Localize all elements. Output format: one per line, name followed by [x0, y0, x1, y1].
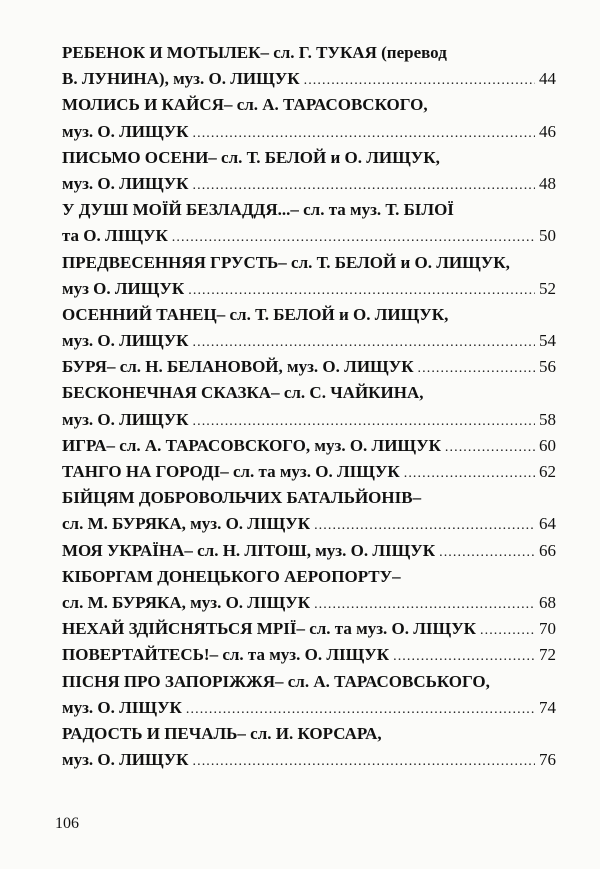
toc-entry: [62, 302, 556, 354]
page-ref: 50: [539, 226, 556, 246]
song-credit: муз О. ЛИЩУК: [62, 278, 185, 298]
toc-line: [62, 250, 556, 276]
dot-leader: [172, 223, 535, 251]
page-ref: 52: [539, 278, 556, 298]
toc-line: [62, 642, 556, 668]
toc-entry: [62, 459, 556, 485]
song-title: ОСЕННИЙ ТАНЕЦ: [62, 304, 217, 324]
song-title: НЕХАЙ ЗДІЙСНЯТЬСЯ МРІЇ: [62, 619, 297, 639]
song-title: ПИСЬМО ОСЕНИ: [62, 147, 209, 167]
song-credit: – сл. та муз. О. ЛІЩУК: [296, 619, 476, 639]
song-credit: муз. О. ЛИЩУК: [62, 173, 189, 193]
song-title: ПОВЕРТАЙТЕСЬ!: [62, 645, 210, 665]
song-credit: – сл. та муз. О. ЛІЩУК: [209, 645, 390, 665]
dot-leader: [439, 538, 535, 566]
page-ref: 70: [539, 619, 556, 639]
song-title: ИГРА: [62, 435, 107, 455]
toc-line: [62, 485, 556, 511]
toc-entry: [62, 642, 556, 668]
dot-leader: [314, 511, 535, 539]
song-credit: сл. М. БУРЯКА, муз. О. ЛІЩУК: [62, 514, 311, 534]
song-credit: – сл. Т. БЕЛОЙ и О. ЛИЩУК,: [278, 252, 510, 272]
song-title: ТАНГО НА ГОРОДІ: [62, 462, 221, 481]
table-of-contents: [62, 40, 556, 773]
toc-line: [62, 380, 556, 406]
song-title: МОЛИСЬ И КАЙСЯ: [62, 95, 224, 115]
song-title: МОЯ УКРАЇНА: [62, 540, 185, 560]
song-credit: – сл. та муз. Т. БІЛОЇ: [290, 200, 454, 220]
toc-line: [62, 328, 556, 354]
song-credit: муз. О. ЛИЩУК: [62, 409, 189, 429]
dot-leader: [393, 642, 535, 670]
toc-line: [62, 92, 556, 118]
song-credit: – сл. Т. БЕЛОЙ и О. ЛИЩУК,: [208, 147, 440, 167]
toc-entry: [62, 92, 556, 144]
toc-line: [62, 459, 556, 485]
page-number: 106: [55, 815, 79, 832]
toc-line: [62, 433, 556, 459]
toc-entry: [62, 538, 556, 564]
toc-line: [62, 538, 556, 564]
toc-line: [62, 119, 556, 145]
song-title: РЕБЕНОК И МОТЫЛЕК: [62, 43, 261, 62]
song-title: БУРЯ: [62, 357, 107, 377]
toc-line: [62, 511, 556, 537]
dot-leader: [418, 354, 535, 382]
toc-line: [62, 354, 556, 380]
toc-line: [62, 721, 556, 747]
song-credit: – сл. А. ТАРАСОВСКОГО, муз. О. ЛИЩУК: [106, 435, 441, 455]
song-credit: муз. О. ЛІЩУК: [62, 697, 182, 717]
toc-line: [62, 669, 556, 695]
song-credit: – сл. Н. ЛІТОШ, муз. О. ЛІЩУК: [184, 540, 436, 560]
toc-line: [62, 171, 556, 197]
song-title: ПІСНЯ ПРО ЗАПОРІЖЖЯ: [62, 671, 276, 691]
song-credit: –: [412, 488, 422, 508]
song-title: ПРЕДВЕСЕННЯЯ ГРУСТЬ: [62, 252, 279, 272]
page-ref: 72: [539, 645, 556, 665]
toc-entry: [62, 616, 556, 642]
dot-leader: [188, 276, 535, 304]
page-ref: 46: [539, 121, 556, 141]
page-ref: 58: [539, 409, 556, 429]
song-credit: муз. О. ЛИЩУК: [62, 750, 189, 770]
song-credit: муз. О. ЛИЩУК: [62, 121, 189, 141]
page-ref: 48: [539, 173, 556, 193]
toc-line: [62, 223, 556, 249]
toc-entry: [62, 380, 556, 432]
toc-line: [62, 302, 556, 328]
dot-leader: [193, 328, 536, 356]
dot-leader: [186, 695, 535, 723]
dot-leader: [193, 171, 536, 199]
toc-entry: [62, 433, 556, 459]
toc-entry: [62, 669, 556, 721]
song-credit: – сл. Н. БЕЛАНОВОЙ, муз. О. ЛИЩУК: [106, 357, 414, 377]
toc-entry: [62, 721, 556, 773]
song-credit: – сл. Т. БЕЛОЙ и О. ЛИЩУК,: [216, 304, 449, 324]
toc-line: [62, 590, 556, 616]
song-title: БЕСКОНЕЧНАЯ СКАЗКА: [62, 383, 272, 403]
dot-leader: [445, 433, 535, 461]
page-ref: 56: [539, 357, 556, 377]
toc-line: [62, 616, 556, 642]
song-credit: муз. О. ЛИЩУК: [62, 331, 189, 351]
toc-entry: [62, 40, 556, 92]
toc-line: [62, 564, 556, 590]
song-credit: –: [392, 566, 401, 586]
song-credit: – сл. С. ЧАЙКИНА,: [271, 383, 424, 403]
dot-leader: [404, 459, 535, 487]
song-credit: – сл. та муз. О. ЛІЩУК: [220, 462, 400, 481]
page-ref: 76: [539, 750, 556, 770]
dot-leader: [480, 616, 535, 644]
toc-line: [62, 197, 556, 223]
toc-line: [62, 276, 556, 302]
toc-entry: [62, 485, 556, 537]
toc-line: [62, 66, 556, 92]
page-ref: 54: [539, 331, 556, 351]
song-credit: В. ЛУНИНА), муз. О. ЛИЩУК: [62, 69, 300, 89]
page-ref: 62: [539, 462, 556, 481]
toc-line: [62, 747, 556, 773]
toc-entry: [62, 354, 556, 380]
dot-leader: [193, 119, 536, 147]
song-title: РАДОСТЬ И ПЕЧАЛЬ: [62, 723, 238, 743]
song-credit: – сл. И. КОРСАРА,: [237, 723, 382, 743]
song-title: У ДУШІ МОЇЙ БЕЗЛАДДЯ...: [62, 200, 291, 220]
toc-line: [62, 40, 556, 66]
page-ref: 66: [539, 540, 556, 560]
page-ref: 64: [539, 514, 556, 534]
toc-entry: [62, 197, 556, 249]
song-credit: – сл. А. ТАРАСОВСКОГО,: [223, 95, 428, 115]
song-title: КІБОРГАМ ДОНЕЦЬКОГО АЕРОПОРТУ: [62, 566, 393, 586]
dot-leader: [193, 407, 536, 435]
toc-entry: [62, 564, 556, 616]
song-credit: та О. ЛІЩУК: [62, 226, 168, 246]
page-ref: 68: [539, 592, 556, 612]
toc-entry: [62, 250, 556, 302]
song-credit: – сл. Г. ТУКАЯ (перевод: [260, 43, 447, 62]
toc-line: [62, 695, 556, 721]
dot-leader: [304, 66, 535, 94]
toc-entry: [62, 145, 556, 197]
toc-line: [62, 145, 556, 171]
dot-leader: [193, 747, 536, 775]
dot-leader: [314, 590, 535, 618]
song-title: БІЙЦЯМ ДОБРОВОЛЬЧИХ БАТАЛЬЙОНІВ: [62, 488, 413, 508]
page-ref: 74: [539, 697, 556, 717]
song-credit: – сл. А. ТАРАСОВСЬКОГО,: [275, 671, 490, 691]
song-credit: сл. М. БУРЯКА, муз. О. ЛІЩУК: [62, 592, 311, 612]
page-ref: 44: [539, 69, 556, 89]
page-ref: 60: [539, 435, 556, 455]
toc-line: [62, 407, 556, 433]
